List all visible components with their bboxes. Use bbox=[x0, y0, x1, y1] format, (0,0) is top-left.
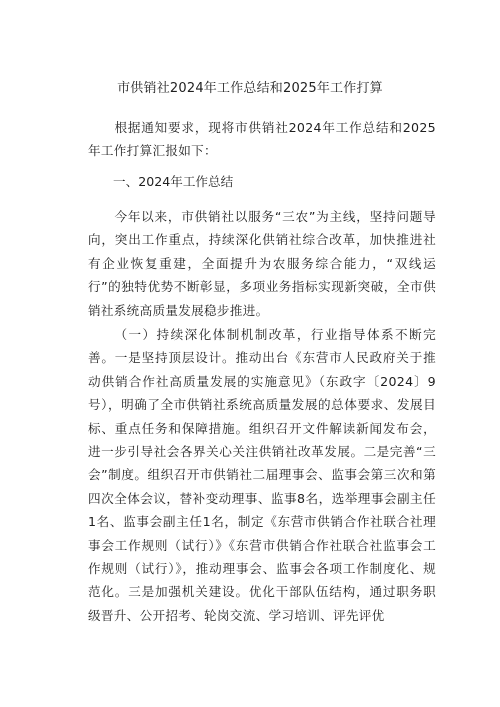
section-heading: 一、2024年工作总结 bbox=[113, 174, 234, 189]
document-title: 市供销社2024年工作总结和2025年工作打算 bbox=[117, 81, 383, 96]
reform-paragraph: （一）持续深化体制机制改革，行业指导体系不断完善。一是坚持顶层设计。推动出台《东营市人民政府关于推动供销合作社高质量发展的实施意见》（东政字〔2024〕9号），明确了全市供销社系统高质量发展的总体要求、发展目标、重点任务和保障措施。组织召开文件解读新闻发布会，进一步引导社会各界关心关注供销社改革发展。二是完善“三会”制度。组织召开市供销社二届理事会、监事会第三次和第四次全体会议，替补变动理事、监事8名，选举理事会副主任1名、监事会副主任1名，制定《东营市供销合作社联合社理事会工作规则（试行）》《东营市供销合作社联合社监事会工作规则（试行）》，推动理事会、监事会各项工作制度化、规范化。三是加强机关建设。优化干部队伍结构，通过职务职级晋升、公开招考、轮岗交流、学习培训、评先评优 bbox=[88, 327, 436, 623]
summary-paragraph: 今年以来，市供销社以服务“三农”为主线，坚持问题导向，突出工作重点，持续深化供销社综合改革，加快推进社有企业恢复重建，全面提升为农服务综合能力，“双线运行”的独特优势不断彰显，多项业务指标实现新突破，全市供销社系统高质量发展稳步推进。 bbox=[88, 209, 436, 318]
intro-paragraph: 根据通知要求，现将市供销社2024年工作总结和2025年工作打算汇报如下： bbox=[88, 120, 436, 159]
